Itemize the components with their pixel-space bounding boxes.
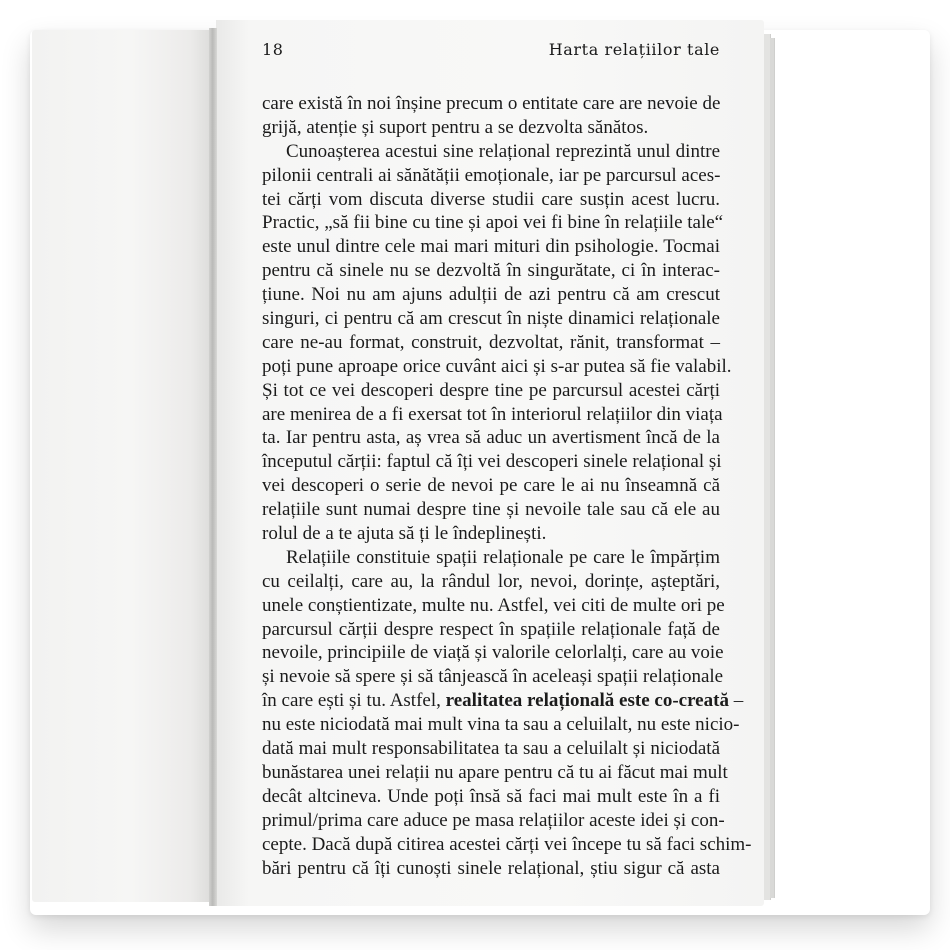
text-line: care există în noi înșine precum o entitate care are nevoie de xyxy=(262,93,721,114)
text-line: Și tot ce vei descoperi despre tine pe parcursul acestei cărți xyxy=(262,379,720,401)
text-line: Practic, „să fii bine cu tine și apoi vei fi bine în relațiile tale“ xyxy=(262,212,724,234)
text-line: are menirea de a fi exersat tot în interiorul relațiilor din viața xyxy=(262,403,723,425)
text-line: vei descoperi o serie de nevoi pe care le ai nu înseamnă că xyxy=(262,475,720,497)
text-line: singuri, ci pentru că am crescut în niște dinamici relaționale xyxy=(262,308,720,330)
text-line: și nevoie să spere și să tânjească în aceleași spații relaționale xyxy=(262,666,724,688)
text-line: parcursul cărții despre respect în spațiile relaționale față de xyxy=(262,618,720,640)
running-head: Harta relațiilor tale xyxy=(548,40,720,59)
text-line: este unul dintre cele mai mari mituri din psihologie. Tocmai xyxy=(262,236,720,258)
text-line: primul/prima care aduce pe masa relațiilor aceste idei și con- xyxy=(262,809,725,831)
text-line: pentru că sinele nu se dezvoltă în singurătate, ci în interac- xyxy=(262,260,720,282)
page-header xyxy=(262,40,720,62)
text-line: grijă, atenție și suport pentru a se dezvolta sănătos. xyxy=(262,116,649,138)
text-line-with-emphasis xyxy=(262,689,744,713)
text-line: ta. Iar pentru asta, aș vrea să aduc un avertisment încă de la xyxy=(262,427,720,449)
text-line: bări pentru că îți cunoști sinele relațional, știu sigur că asta xyxy=(262,857,720,879)
text-line: Cunoașterea acestui sine relațional reprezintă unul dintre xyxy=(286,140,720,162)
text-segment: – xyxy=(728,690,744,712)
left-page xyxy=(32,30,212,902)
text-line: bunăstarea unei relații nu apare pentru că tu ai făcut mai mult xyxy=(262,761,728,783)
text-line: Relațiile constituie spații relaționale pe care le împărțim xyxy=(286,546,720,568)
text-line: pilonii centrali ai sănătății emoționale, iar pe parcursul aces- xyxy=(262,164,721,186)
text-line: dată mai mult responsabilitatea ta sau a celuilalt și niciodată xyxy=(262,738,720,760)
text-line: nu este niciodată mai mult vina ta sau a celuilalt, nu este nicio- xyxy=(262,714,740,736)
text-line: cu ceilalți, care au, la rândul lor, nevoi, dorințe, așteptări, xyxy=(262,570,720,592)
text-line: țiune. Noi nu am ajuns adulții de azi pentru că am crescut xyxy=(262,284,720,306)
text-line: decât altcineva. Unde poți însă să faci mai mult este în a fi xyxy=(262,785,720,807)
text-line: unele conștientizate, multe nu. Astfel, vei citi de multe ori pe xyxy=(262,594,725,616)
book-gutter xyxy=(209,28,217,906)
text-line: începutul cărții: faptul că îți vei descoperi sinele relațional și xyxy=(262,451,722,473)
body-text xyxy=(262,92,752,880)
text-line: nevoile, principiile de viață și valorile celorlalți, care au voie xyxy=(262,642,724,664)
text-line: care ne-au format, construit, dezvoltat, rănit, transformat – xyxy=(262,331,720,353)
page-stack-edge xyxy=(770,38,775,898)
text-line: relațiile sunt numai despre tine și nevoile tale sau că ele au xyxy=(262,499,720,521)
text-line: poți pune aproape orice cuvânt aici și s-ar putea să fie valabil. xyxy=(262,355,732,377)
emphasis-text: realitatea relațională este co-creată xyxy=(445,690,729,712)
page-number: 18 xyxy=(262,40,284,59)
text-line: rolul de a te ajuta să ți le îndeplinești. xyxy=(262,523,547,545)
text-segment: în care ești și tu. Astfel, xyxy=(262,690,446,712)
text-line: tei cărți vom discuta diverse studii care susțin acest lucru. xyxy=(262,188,720,210)
text-line: cepte. Dacă după citirea acestei cărți vei începe tu să faci schim- xyxy=(262,833,752,855)
